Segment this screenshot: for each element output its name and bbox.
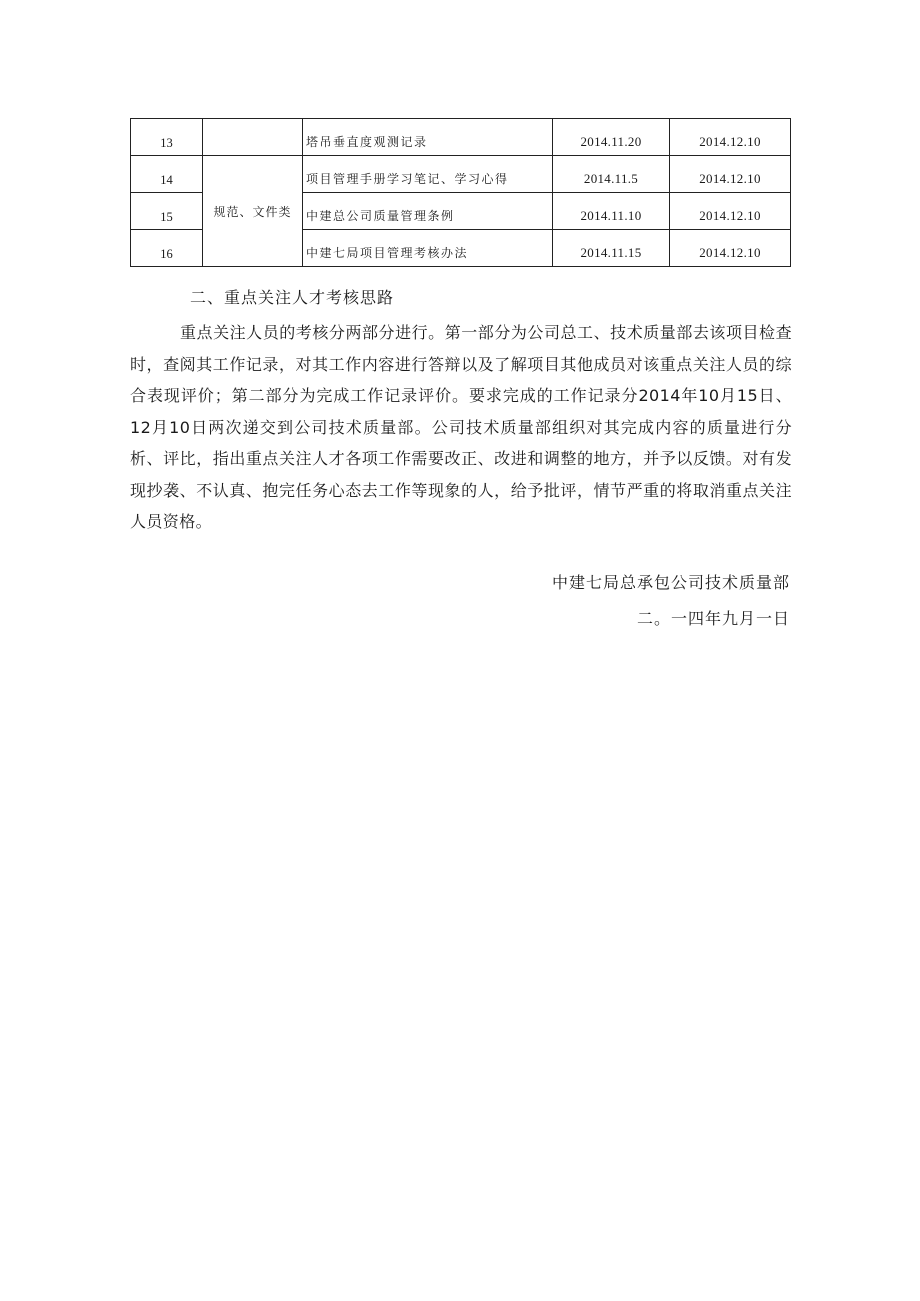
category-cell — [203, 119, 303, 156]
record-item: 塔吊垂直度观测记录 — [303, 119, 553, 156]
end-date: 2014.12.10 — [670, 119, 791, 156]
start-date: 2014.11.10 — [553, 193, 670, 230]
section-paragraph: 重点关注人员的考核分两部分进行。第一部分为公司总工、技术质量部去该项目检查时，查阅其工作记录，对其工作内容进行答辩以及了解项目其他成员对该重点关注人员的综合表现评价；第二部分为完成工作记录评价。要求完成的工作记录分2014年10月15日、12月10日两次递交到公司技术质量部。公司技术质量部组织对其完成内容的质量进行分析、评比，指出重点关注人才各项工作需要改正、改进和调整的地方，并予以反馈。对有发现抄袭、不认真、抱完任务心态去工作等现象的人，给予批评，情节严重的将取消重点关注人员资格。 — [130, 323, 792, 531]
row-number: 15 — [131, 193, 203, 230]
table-row — [131, 119, 791, 156]
record-item: 中建七局项目管理考核办法 — [303, 230, 553, 267]
record-item: 中建总公司质量管理条例 — [303, 193, 553, 230]
section-heading: 二、重点关注人才考核思路 — [190, 288, 395, 307]
end-date: 2014.12.10 — [670, 230, 791, 267]
row-number: 16 — [131, 230, 203, 267]
start-date: 2014.11.15 — [553, 230, 670, 267]
start-date: 2014.11.5 — [553, 156, 670, 193]
table-row — [131, 156, 791, 193]
category-cell: 规范、文件类 — [203, 156, 303, 267]
records-table — [130, 118, 791, 267]
record-item: 项目管理手册学习笔记、学习心得 — [303, 156, 553, 193]
signature-date: 二。一四年九月一日 — [636, 609, 790, 628]
end-date: 2014.12.10 — [670, 193, 791, 230]
end-date: 2014.12.10 — [670, 156, 791, 193]
start-date: 2014.11.20 — [553, 119, 670, 156]
row-number: 14 — [131, 156, 203, 193]
signature-organization: 中建七局总承包公司技术质量部 — [551, 573, 790, 592]
row-number: 13 — [131, 119, 203, 156]
